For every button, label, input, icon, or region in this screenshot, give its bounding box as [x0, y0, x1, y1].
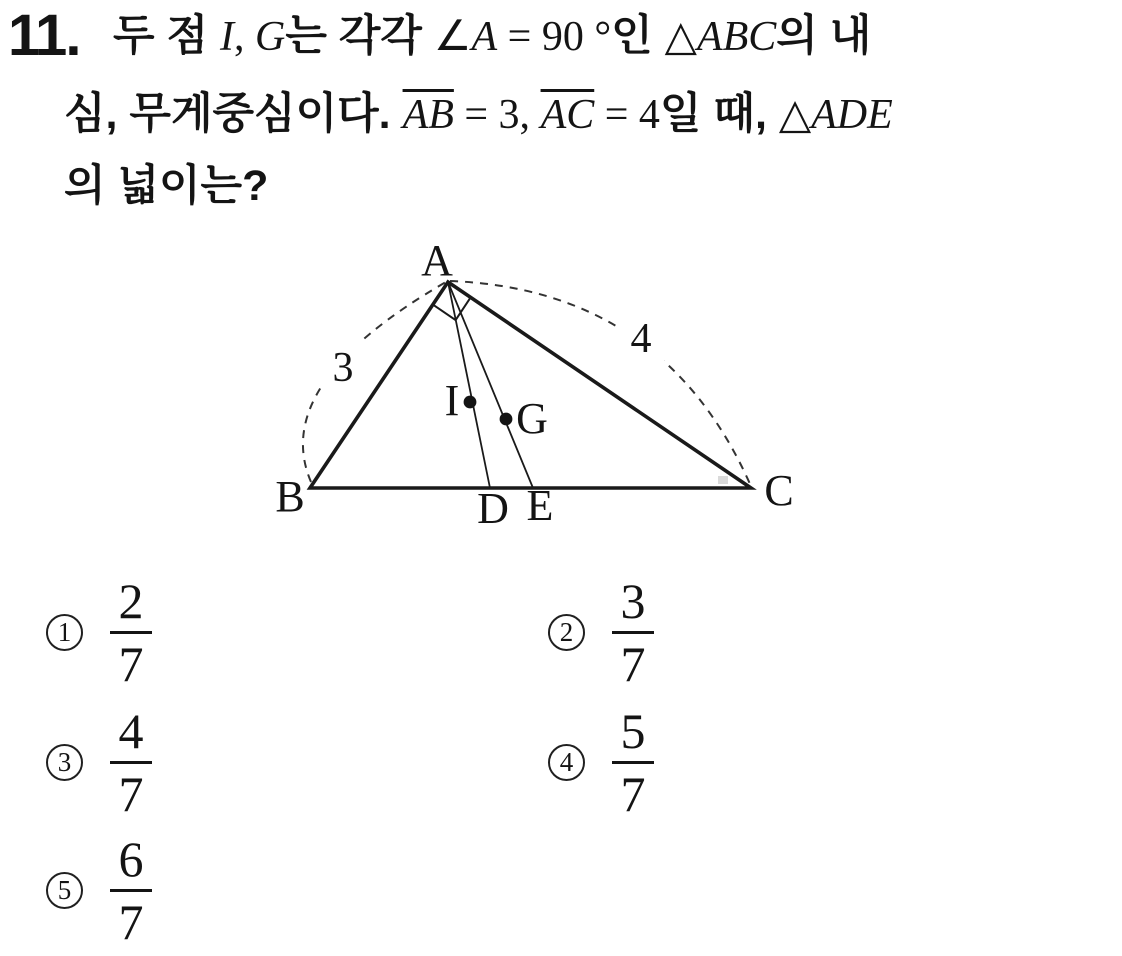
text-segment: = 4 — [594, 92, 660, 138]
choice-2-denominator: 7 — [620, 636, 646, 692]
choice-3-denominator: 7 — [118, 766, 144, 822]
choice-4[interactable] — [548, 703, 654, 822]
choice-1-numerator: 2 — [118, 573, 144, 629]
vertex-label-a: A — [421, 238, 453, 285]
choice-5-denominator: 7 — [118, 894, 144, 950]
choice-5[interactable] — [46, 831, 152, 950]
scan-artifact — [718, 476, 728, 484]
text-segment: 심, 무게중심이다. — [64, 90, 403, 138]
choice-1-marker[interactable]: 1 — [46, 614, 83, 651]
dashed-arc-right — [450, 281, 750, 484]
vertex-label-c: C — [764, 466, 794, 515]
text-segment: 인 — [611, 12, 665, 60]
vertex-label-e: E — [526, 481, 554, 530]
choice-2-numerator: 3 — [620, 573, 646, 629]
text-segment: 의 넓이는? — [64, 162, 269, 210]
question-number: 11. — [8, 3, 80, 68]
fraction-bar — [110, 889, 152, 892]
text-segment: , — [233, 14, 255, 60]
text-segment: 두 점 — [113, 12, 220, 60]
fraction-bar — [110, 761, 152, 764]
text-segment: $\overline{AB}$ — [402, 92, 454, 138]
question-text-line-1 — [113, 6, 871, 76]
text-segment: A — [471, 14, 498, 60]
text-segment: ADE — [811, 92, 893, 138]
choice-1-denominator: 7 — [118, 636, 144, 692]
choice-4-fraction — [612, 703, 654, 822]
question-text-line-2 — [64, 84, 893, 154]
incenter-dot — [464, 396, 477, 409]
side-ab-length-label: 3 — [332, 345, 354, 391]
text-segment: $\overline{AC}$ — [540, 92, 595, 138]
choice-4-marker[interactable]: 4 — [548, 744, 585, 781]
text-segment: 는 각각 — [285, 12, 434, 60]
vertex-label-d: D — [477, 484, 509, 530]
centroid-dot — [500, 413, 513, 426]
incenter-label: I — [444, 376, 460, 425]
choice-3-fraction — [110, 703, 152, 822]
text-segment: G — [254, 14, 286, 60]
fraction-bar — [612, 631, 654, 634]
choice-4-numerator: 5 — [620, 703, 646, 759]
text-segment: = 3, — [453, 92, 541, 138]
fraction-bar — [110, 631, 152, 634]
question-text-line-3 — [64, 156, 268, 226]
choice-3[interactable] — [46, 703, 152, 822]
text-segment: △ — [664, 14, 697, 60]
text-segment: ∠ — [433, 14, 472, 60]
side-ac-length-label: 4 — [630, 316, 652, 362]
text-segment: = 90 — [497, 14, 584, 60]
choice-1[interactable] — [46, 573, 152, 692]
text-segment: I — [219, 14, 234, 60]
text-segment: ° — [583, 14, 612, 60]
choice-3-marker[interactable]: 3 — [46, 744, 83, 781]
text-segment: 의 내 — [776, 12, 872, 60]
choice-2-fraction — [612, 573, 654, 692]
text-segment: △ — [778, 92, 812, 138]
text-segment: ABC — [696, 14, 777, 60]
choice-4-denominator: 7 — [620, 766, 646, 822]
choice-5-marker[interactable]: 5 — [46, 872, 83, 909]
choice-2-marker[interactable]: 2 — [548, 614, 585, 651]
choice-1-fraction — [110, 573, 152, 692]
triangle-figure — [250, 238, 820, 530]
triangle-abc — [310, 282, 751, 488]
centroid-label: G — [516, 394, 548, 443]
choice-3-numerator: 4 — [118, 703, 144, 759]
choice-2[interactable] — [548, 573, 654, 692]
choice-5-fraction — [110, 831, 152, 950]
fraction-bar — [612, 761, 654, 764]
text-segment: 일 때, — [659, 90, 779, 138]
choice-5-numerator: 6 — [118, 831, 144, 887]
vertex-label-b: B — [275, 472, 305, 521]
